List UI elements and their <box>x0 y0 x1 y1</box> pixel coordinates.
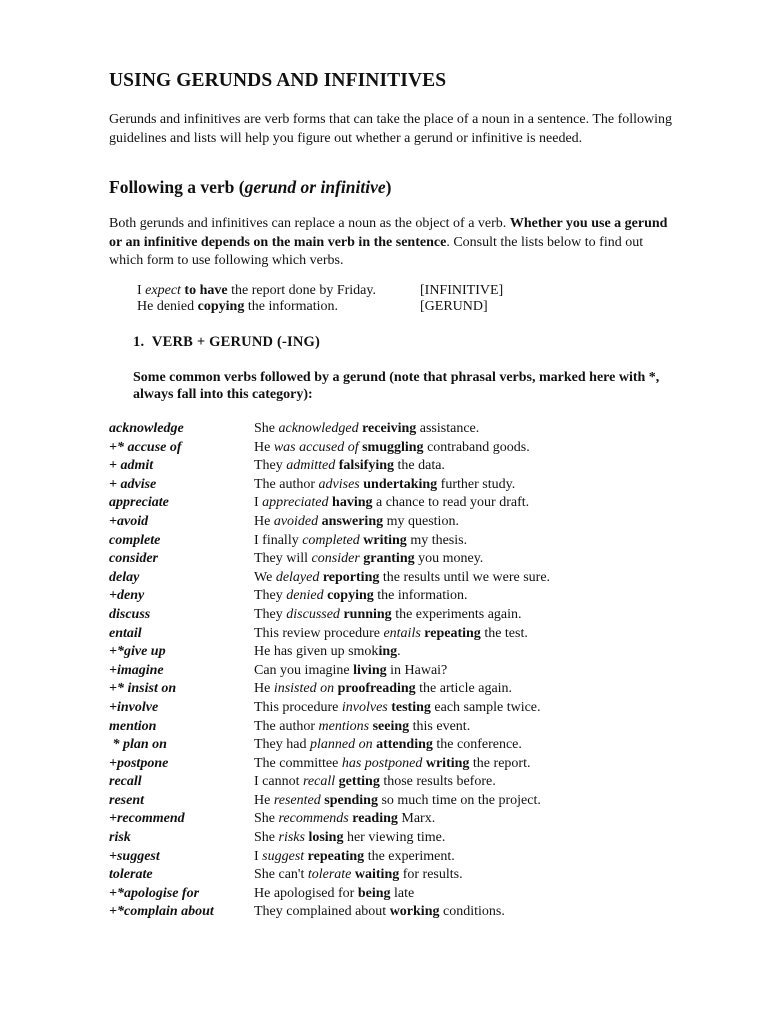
gerund-word: living <box>353 662 387 678</box>
gerund-word: receiving <box>362 421 417 436</box>
example-text: the information. <box>373 588 468 604</box>
gerund-word: falsifying <box>338 458 394 474</box>
gerund-word: granting <box>363 551 415 567</box>
verb-term: acknowledge <box>109 421 184 436</box>
body-paragraph-bold: Whether you use a gerund or an infinitive depends on the main verb in the sentence <box>109 216 668 250</box>
verb-row <box>109 755 550 774</box>
verb-emphasis: denied <box>286 588 324 604</box>
example-text: for results. <box>399 867 463 883</box>
verb-term: recall <box>109 774 142 790</box>
gerund-word: reporting <box>322 569 380 585</box>
body-paragraph <box>109 215 679 271</box>
verb-row <box>109 848 550 867</box>
verb-example <box>254 885 414 904</box>
verb-example <box>254 773 496 792</box>
verb-term: consider <box>109 551 158 567</box>
verb-term: * plan on <box>109 737 167 753</box>
example-text: She <box>254 811 279 827</box>
verb-emphasis: risks <box>278 830 305 846</box>
verb-row <box>109 699 550 718</box>
gerund-word: losing <box>308 830 344 846</box>
gerund-word: reading <box>352 811 398 827</box>
page-title: USING GERUNDS AND INFINITIVES <box>109 70 447 91</box>
example-text: I finally <box>254 532 303 548</box>
example-text: We <box>254 569 276 585</box>
example-text: She can't <box>254 867 308 883</box>
verb-emphasis: admitted <box>286 458 336 474</box>
verb-row <box>109 662 550 681</box>
example-text: Marx. <box>397 811 436 827</box>
verb-example <box>254 532 467 551</box>
verb-row <box>109 625 550 644</box>
verb-emphasis: entails <box>383 625 421 641</box>
example-text: in Hawai? <box>386 662 448 678</box>
example-text: He has given up smok <box>254 644 379 660</box>
example-row <box>137 283 503 299</box>
example-text: assistance. <box>416 421 480 436</box>
verb-row <box>109 885 550 904</box>
verb-example <box>254 680 512 699</box>
note-paragraph: Some common verbs followed by a gerund (note that phrasal verbs, marked here with *, always fall into this category): <box>133 370 660 402</box>
verb-emphasis: advises <box>318 476 360 492</box>
example-text: They will <box>254 551 312 567</box>
example-text: They <box>254 606 287 622</box>
verb-row <box>109 680 550 699</box>
verb-row <box>109 587 550 606</box>
verb-example <box>254 866 463 885</box>
example-row <box>137 299 503 315</box>
verb-term: + advise <box>109 476 157 492</box>
gerund-word: ing <box>378 644 398 660</box>
example-text: They <box>254 458 287 474</box>
verb-row <box>109 550 550 569</box>
example-text: my thesis. <box>406 532 468 548</box>
verb-emphasis: delayed <box>275 569 320 585</box>
example-text: the information. <box>244 299 339 314</box>
verb-emphasis: tolerate <box>307 867 352 883</box>
verb-emphasis: planned on <box>309 737 373 753</box>
section-heading-suffix: ) <box>385 177 392 197</box>
example-text: I <box>254 495 263 511</box>
verb-emphasis: acknowledged <box>278 421 359 436</box>
example-tag: [INFINITIVE] <box>420 283 504 298</box>
example-text: I <box>137 283 146 298</box>
gerund-word: attending <box>376 737 433 753</box>
verb-example <box>254 699 541 718</box>
gerund-word: having <box>332 495 373 511</box>
verb-term: appreciate <box>109 495 169 511</box>
example-text: conditions. <box>439 904 505 920</box>
intro-paragraph: Gerunds and infinitives are verb forms that can take the place of a noun in a sentence. The following guidelines and lists will help you figure out whether a gerund or infinitive is needed. <box>109 112 673 146</box>
verb-term: delay <box>109 569 140 585</box>
verb-term: +deny <box>109 588 145 604</box>
verb-term: mention <box>109 718 157 734</box>
example-text: the conference. <box>432 737 522 753</box>
example-text: the data. <box>394 458 445 474</box>
example-text: . <box>397 644 401 660</box>
verb-example <box>254 848 455 867</box>
verb-term: resent <box>109 792 144 808</box>
example-text: the report. <box>469 755 531 771</box>
verb-emphasis: completed <box>302 532 360 548</box>
example-text: the results until we were sure. <box>379 569 551 585</box>
subheading-verb-gerund: 1. VERB + GERUND (-ING) <box>133 334 321 350</box>
verb-term: + admit <box>109 458 154 474</box>
verb-example <box>254 792 541 811</box>
verb-emphasis: consider <box>311 551 360 567</box>
verb-term: entail <box>109 625 142 641</box>
example-text: This review procedure <box>254 625 384 641</box>
verb-term: complete <box>109 532 161 548</box>
verb-example <box>254 476 515 495</box>
verb-term: +involve <box>109 699 159 715</box>
verb-row <box>109 420 550 439</box>
gerund-word: getting <box>338 774 380 790</box>
verb-emphasis: avoided <box>273 513 319 529</box>
verb-emphasis: mentions <box>318 718 370 734</box>
gerund-word: repeating <box>307 848 365 864</box>
example-text: contraband goods. <box>423 439 530 455</box>
example-text: He denied <box>137 299 198 314</box>
verb-row <box>109 866 550 885</box>
verb-term: tolerate <box>109 867 153 883</box>
example-text: Can you imagine <box>254 662 354 678</box>
example-tag: [GERUND] <box>420 299 488 314</box>
example-text: each sample twice. <box>430 699 541 715</box>
example-text: the report done by Friday. <box>227 283 376 298</box>
example-text: This procedure <box>254 699 342 715</box>
verb-example <box>254 606 522 625</box>
verb-emphasis: insisted on <box>273 681 335 697</box>
example-text: the article again. <box>415 681 513 697</box>
verb-example <box>254 643 401 662</box>
example-sentences <box>137 283 503 315</box>
example-italic: expect <box>145 283 181 298</box>
section-heading-emphasis: gerund or infinitive <box>244 177 386 197</box>
verb-emphasis: appreciated <box>262 495 329 511</box>
gerund-word: undertaking <box>363 476 438 492</box>
gerund-word: being <box>357 885 391 901</box>
example-text: late <box>390 885 415 901</box>
example-text: the experiments again. <box>391 606 522 622</box>
verb-row <box>109 829 550 848</box>
verb-example <box>254 625 528 644</box>
gerund-word: smuggling <box>362 439 424 455</box>
body-paragraph-text2: . Consult the lists below to find out which form to use following which verbs. <box>109 234 644 268</box>
example-text: a chance to read your draft. <box>372 495 530 511</box>
example-text: She <box>254 421 279 436</box>
gerund-word: working <box>389 904 440 920</box>
verb-example <box>254 420 479 439</box>
verb-emphasis: suggest <box>262 848 305 864</box>
example-text: my question. <box>383 513 459 529</box>
example-text: The author <box>254 476 319 492</box>
verb-term: risk <box>109 830 131 846</box>
verb-example <box>254 550 483 569</box>
verb-example <box>254 903 505 922</box>
example-text: the test. <box>480 625 528 641</box>
gerund-word: running <box>343 606 392 622</box>
verb-term: +imagine <box>109 662 164 678</box>
verb-example <box>254 513 459 532</box>
verb-example <box>254 718 470 737</box>
verb-row <box>109 736 550 755</box>
verb-example <box>254 587 467 606</box>
verb-term: +*complain about <box>109 904 214 920</box>
verb-term: +* accuse of <box>109 439 182 455</box>
example-text: I cannot <box>254 774 303 790</box>
verb-example <box>254 439 530 458</box>
gerund-word: writing <box>363 532 407 548</box>
verb-emphasis: recall <box>302 774 336 790</box>
verb-row <box>109 532 550 551</box>
example-text: They <box>254 588 287 604</box>
verb-row <box>109 810 550 829</box>
body-paragraph-text1: Both gerunds and infinitives can replace a noun as the object of a verb. <box>109 216 510 231</box>
verb-row <box>109 569 550 588</box>
example-sentence <box>137 299 420 315</box>
example-text: They had <box>254 737 310 753</box>
verb-term: +*give up <box>109 644 166 660</box>
gerund-word: testing <box>391 699 431 715</box>
verb-row <box>109 643 550 662</box>
verb-term: +postpone <box>109 755 169 771</box>
verb-row <box>109 718 550 737</box>
verb-term: +suggest <box>109 848 160 864</box>
verb-term: +recommend <box>109 811 185 827</box>
verb-example <box>254 736 522 755</box>
gerund-word: proofreading <box>337 681 416 697</box>
verb-term: +avoid <box>109 513 149 529</box>
example-text: He <box>254 792 274 808</box>
example-text: so much time on the project. <box>377 792 541 808</box>
example-text: this event. <box>409 718 471 734</box>
verb-row <box>109 457 550 476</box>
verb-emphasis: recommends <box>278 811 349 827</box>
verb-emphasis: involves <box>341 699 388 715</box>
verb-row <box>109 476 550 495</box>
example-text: She <box>254 830 279 846</box>
section-heading <box>109 177 391 198</box>
verb-term: +* insist on <box>109 681 177 697</box>
verb-row <box>109 494 550 513</box>
example-text: The committee <box>254 755 342 771</box>
example-text: her viewing time. <box>343 830 446 846</box>
verb-example <box>254 810 435 829</box>
gerund-word: spending <box>324 792 378 808</box>
verb-example <box>254 457 445 476</box>
verb-term: +*apologise for <box>109 885 200 901</box>
verb-row <box>109 606 550 625</box>
example-text: He <box>254 681 274 697</box>
example-text: those results before. <box>379 774 496 790</box>
gerund-word: writing <box>425 755 470 771</box>
verb-list <box>109 420 550 922</box>
verb-example <box>254 755 530 774</box>
example-text: the experiment. <box>364 848 455 864</box>
verb-row <box>109 903 550 922</box>
verb-example <box>254 494 529 513</box>
gerund-word: repeating <box>424 625 481 641</box>
verb-example <box>254 569 550 588</box>
verb-row <box>109 513 550 532</box>
verb-example <box>254 662 447 681</box>
verb-emphasis: was accused of <box>273 439 359 455</box>
example-sentence <box>137 283 420 299</box>
example-text: The author <box>254 718 319 734</box>
example-text: He apologised for <box>254 885 358 901</box>
example-text: further study. <box>437 476 516 492</box>
verb-row <box>109 792 550 811</box>
verb-example <box>254 829 445 848</box>
gerund-word: waiting <box>354 867 400 883</box>
verb-emphasis: discussed <box>286 606 340 622</box>
gerund-word: answering <box>321 513 384 529</box>
verb-row <box>109 439 550 458</box>
verb-row <box>109 773 550 792</box>
gerund-word: seeing <box>372 718 410 734</box>
verb-term: discuss <box>109 606 151 622</box>
example-text: They complained about <box>254 904 390 920</box>
example-text: I <box>254 848 263 864</box>
verb-emphasis: has postponed <box>341 755 423 771</box>
example-text: He <box>254 439 274 455</box>
example-text: you money. <box>414 551 484 567</box>
example-text: He <box>254 513 274 529</box>
example-bold: copying <box>197 299 245 314</box>
example-bold: to have <box>184 283 228 298</box>
gerund-word: copying <box>327 588 374 604</box>
verb-emphasis: resented <box>273 792 321 808</box>
section-heading-prefix: Following a verb ( <box>109 177 245 197</box>
